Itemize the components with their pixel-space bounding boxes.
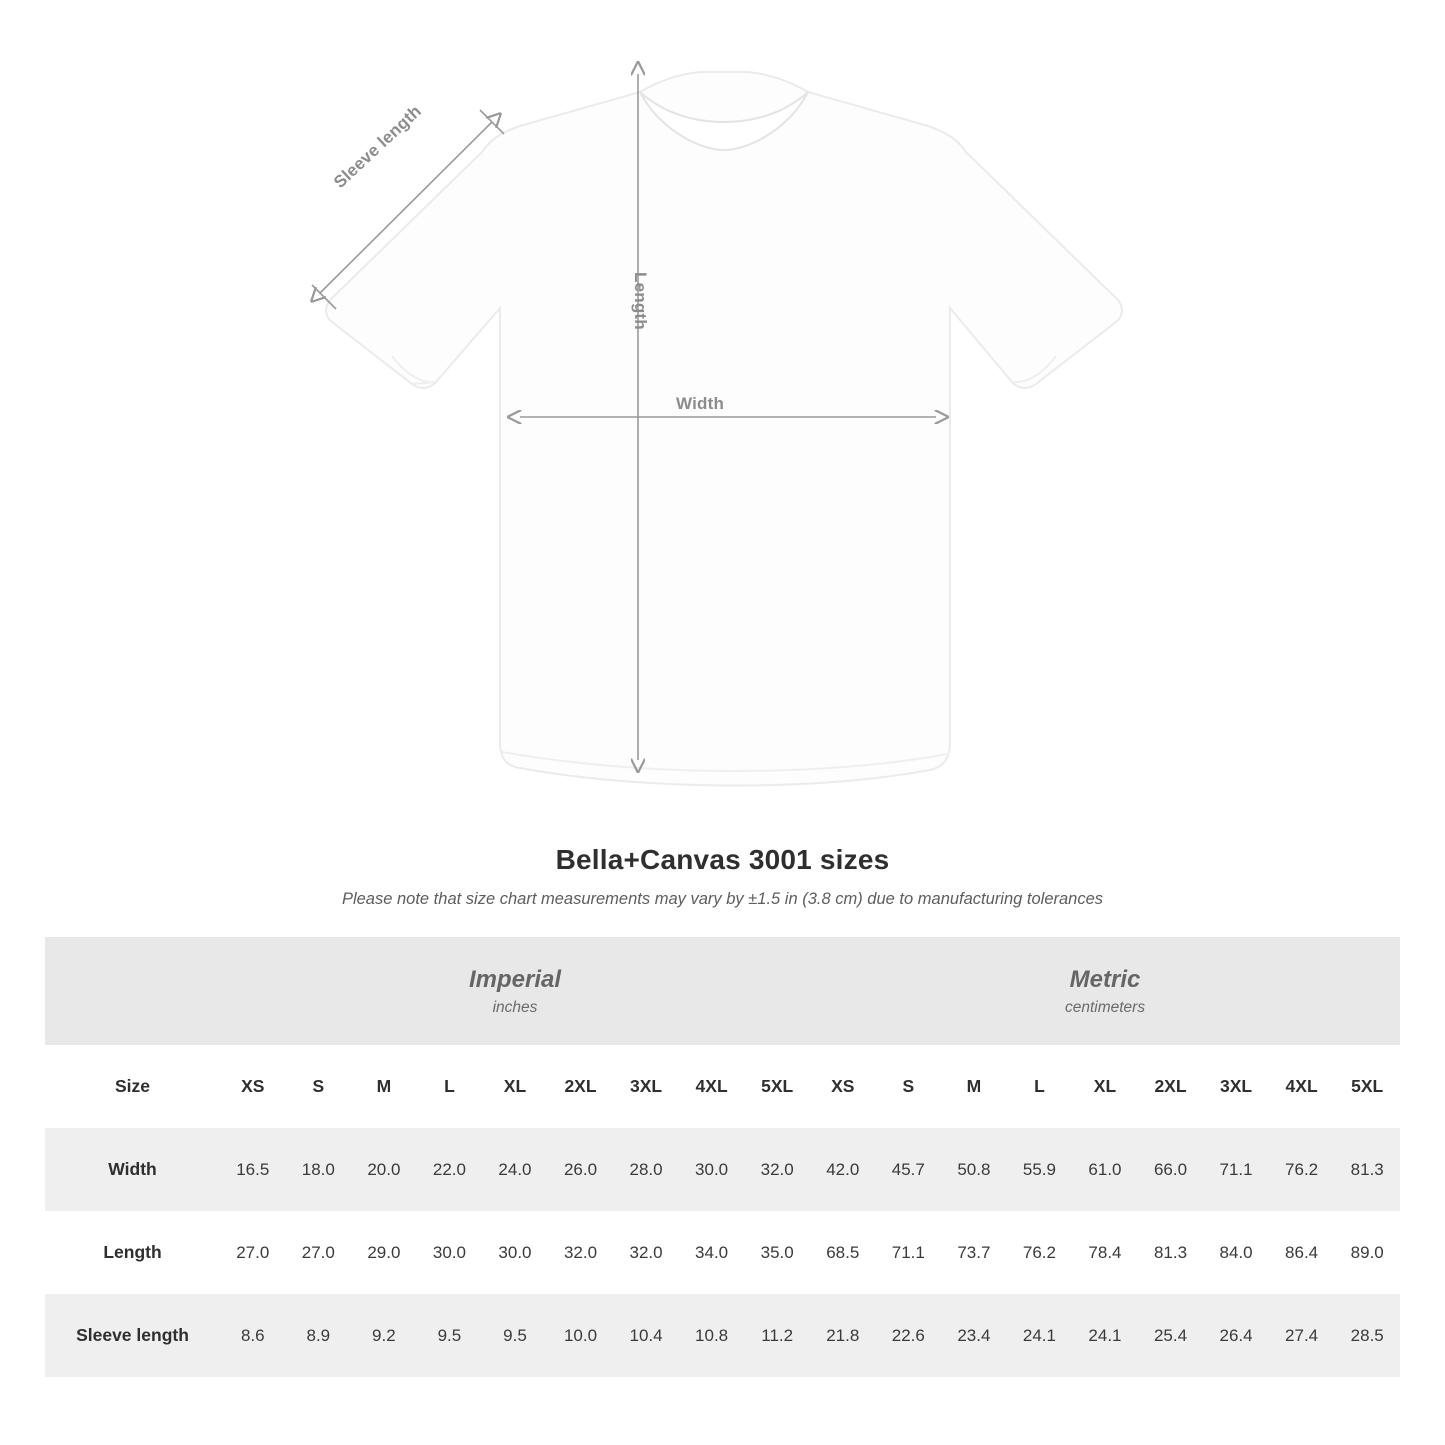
- cell-sleeve: 21.8: [810, 1294, 876, 1377]
- cell-sleeve: 10.4: [613, 1294, 679, 1377]
- size-header-cell: 3XL: [613, 1045, 679, 1128]
- cell-length: 68.5: [810, 1211, 876, 1294]
- size-header-cell: XS: [810, 1045, 876, 1128]
- cell-width: 76.2: [1269, 1128, 1335, 1211]
- cell-sleeve: 23.4: [941, 1294, 1007, 1377]
- cell-length: 29.0: [351, 1211, 417, 1294]
- size-header-cell: 4XL: [1269, 1045, 1335, 1128]
- cell-width: 42.0: [810, 1128, 876, 1211]
- size-header-cell: XL: [1072, 1045, 1138, 1128]
- unit-metric-sub: centimeters: [1064, 999, 1146, 1016]
- cell-length: 32.0: [613, 1211, 679, 1294]
- cell-length: 76.2: [1007, 1211, 1073, 1294]
- table-row: [45, 1128, 1400, 1211]
- cell-length: 89.0: [1334, 1211, 1400, 1294]
- cell-sleeve: 24.1: [1072, 1294, 1138, 1377]
- cell-length: 78.4: [1072, 1211, 1138, 1294]
- size-header-cell: S: [876, 1045, 942, 1128]
- table-row: [45, 1211, 1400, 1294]
- cell-width: 18.0: [286, 1128, 352, 1211]
- tshirt-shape: [326, 72, 1122, 786]
- unit-band-row: [45, 937, 1400, 1045]
- cell-sleeve: 22.6: [876, 1294, 942, 1377]
- size-header-cell: M: [351, 1045, 417, 1128]
- cell-sleeve: 11.2: [744, 1294, 810, 1377]
- cell-length: 30.0: [417, 1211, 483, 1294]
- cell-width: 71.1: [1203, 1128, 1269, 1211]
- size-header-cell: S: [286, 1045, 352, 1128]
- cell-sleeve: 26.4: [1203, 1294, 1269, 1377]
- size-chart-title: Bella+Canvas 3001 sizes: [555, 844, 890, 875]
- size-header-cell: XL: [482, 1045, 548, 1128]
- cell-length: 71.1: [876, 1211, 942, 1294]
- length-label: Length: [631, 272, 650, 330]
- cell-sleeve: 9.5: [417, 1294, 483, 1377]
- cell-width: 45.7: [876, 1128, 942, 1211]
- cell-sleeve: 10.0: [548, 1294, 614, 1377]
- size-chart-body: [45, 1045, 1400, 1377]
- cell-width: 22.0: [417, 1128, 483, 1211]
- size-header-cell: 2XL: [548, 1045, 614, 1128]
- cell-length: 27.0: [220, 1211, 286, 1294]
- cell-width: 32.0: [744, 1128, 810, 1211]
- cell-length: 81.3: [1138, 1211, 1204, 1294]
- cell-width: 20.0: [351, 1128, 417, 1211]
- cell-width: 26.0: [548, 1128, 614, 1211]
- cell-length: 35.0: [744, 1211, 810, 1294]
- cell-length: 27.0: [286, 1211, 352, 1294]
- cell-sleeve: 9.5: [482, 1294, 548, 1377]
- table-header-row: [45, 1045, 1400, 1128]
- cell-width: 28.0: [613, 1128, 679, 1211]
- size-chart-table-wrapper: [45, 937, 1400, 1377]
- width-label: Width: [676, 394, 725, 413]
- cell-width: 55.9: [1007, 1128, 1073, 1211]
- size-header-cell: 4XL: [679, 1045, 745, 1128]
- cell-width: 50.8: [941, 1128, 1007, 1211]
- cell-sleeve: 10.8: [679, 1294, 745, 1377]
- cell-width: 61.0: [1072, 1128, 1138, 1211]
- size-header-cell: M: [941, 1045, 1007, 1128]
- size-header-cell: 5XL: [1334, 1045, 1400, 1128]
- table-row: [45, 1294, 1400, 1377]
- row-header-length: Length: [45, 1211, 220, 1294]
- cell-sleeve: 9.2: [351, 1294, 417, 1377]
- cell-length: 84.0: [1203, 1211, 1269, 1294]
- cell-width: 81.3: [1334, 1128, 1400, 1211]
- unit-metric-title: Metric: [1069, 966, 1141, 993]
- cell-sleeve: 27.4: [1269, 1294, 1335, 1377]
- cell-width: 24.0: [482, 1128, 548, 1211]
- size-header-cell: L: [1007, 1045, 1073, 1128]
- cell-sleeve: 25.4: [1138, 1294, 1204, 1377]
- cell-width: 30.0: [679, 1128, 745, 1211]
- cell-sleeve: 8.6: [220, 1294, 286, 1377]
- unit-group-imperial: [220, 937, 810, 1045]
- cell-width: 66.0: [1138, 1128, 1204, 1211]
- cell-sleeve: 24.1: [1007, 1294, 1073, 1377]
- cell-length: 30.0: [482, 1211, 548, 1294]
- row-header-sleeve-length: Sleeve length: [45, 1294, 220, 1377]
- size-header-cell: L: [417, 1045, 483, 1128]
- size-chart-note: Please note that size chart measurements may vary by ±1.5 in (3.8 cm) due to manufacturing tolerances: [341, 890, 1104, 908]
- unit-imperial-sub: inches: [492, 999, 538, 1016]
- unit-group-metric: [810, 937, 1400, 1045]
- cell-length: 34.0: [679, 1211, 745, 1294]
- column-header-size: Size: [45, 1045, 220, 1128]
- size-header-cell: 3XL: [1203, 1045, 1269, 1128]
- sleeve-length-label: Sleeve length: [330, 101, 426, 192]
- cell-length: 86.4: [1269, 1211, 1335, 1294]
- size-chart-table: [45, 937, 1400, 1377]
- cell-length: 73.7: [941, 1211, 1007, 1294]
- size-header-cell: 2XL: [1138, 1045, 1204, 1128]
- cell-length: 32.0: [548, 1211, 614, 1294]
- unit-imperial-title: Imperial: [468, 966, 562, 993]
- row-header-width: Width: [45, 1128, 220, 1211]
- cell-width: 16.5: [220, 1128, 286, 1211]
- cell-sleeve: 28.5: [1334, 1294, 1400, 1377]
- size-header-cell: XS: [220, 1045, 286, 1128]
- size-header-cell: 5XL: [744, 1045, 810, 1128]
- unit-band-spacer: [45, 937, 220, 1045]
- cell-sleeve: 8.9: [286, 1294, 352, 1377]
